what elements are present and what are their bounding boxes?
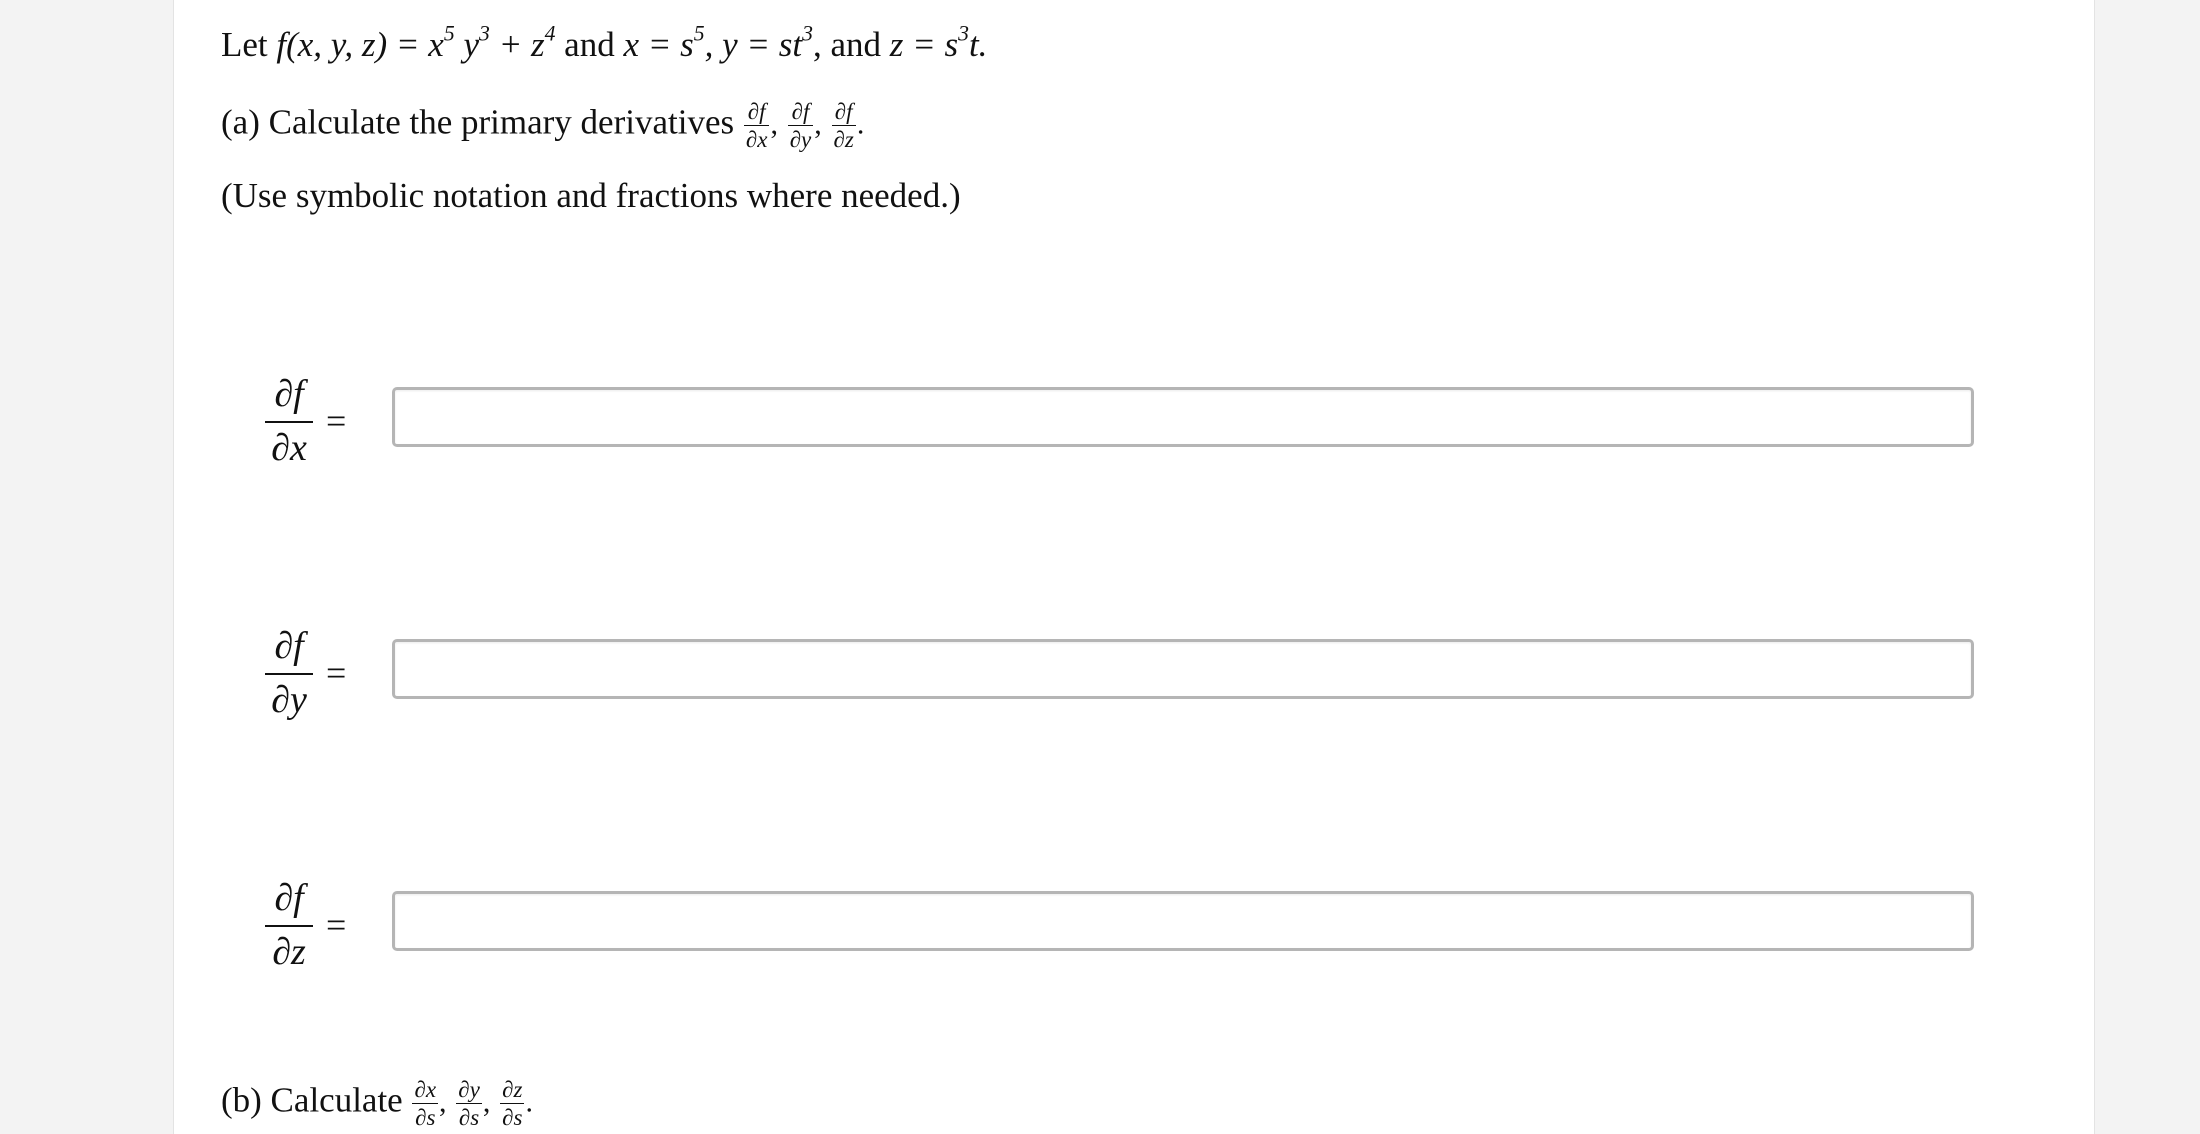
part-b-label: (b) Calculate bbox=[221, 1080, 403, 1120]
comma: , bbox=[812, 25, 822, 64]
function-def: f(x, y, z) = x bbox=[276, 25, 444, 64]
part-a-label: (a) Calculate the primary derivatives bbox=[221, 102, 735, 142]
comma: , bbox=[770, 107, 778, 141]
fraction-numerator: ∂f bbox=[265, 375, 313, 423]
exponent: 5 bbox=[443, 21, 455, 46]
exponent: 5 bbox=[693, 21, 705, 46]
instruction-note bbox=[221, 178, 961, 213]
comma: , bbox=[814, 107, 822, 141]
z-substitution: z = s bbox=[889, 25, 959, 64]
fraction-denominator: ∂y bbox=[271, 679, 307, 721]
answer-input-df-dx[interactable] bbox=[392, 387, 1974, 447]
problem-statement bbox=[221, 21, 988, 64]
fraction-denominator: ∂s bbox=[502, 1105, 523, 1130]
and-word: and bbox=[564, 25, 615, 64]
question-card bbox=[173, 0, 2095, 1134]
fraction-denominator: ∂x bbox=[271, 427, 307, 469]
equals-sign: = bbox=[326, 905, 347, 945]
exponent: 3 bbox=[802, 21, 813, 46]
exponent: 4 bbox=[544, 21, 556, 46]
fraction bbox=[832, 100, 856, 151]
fraction-numerator: ∂x bbox=[414, 1077, 437, 1102]
fraction bbox=[265, 879, 313, 971]
fraction-numerator: ∂f bbox=[832, 100, 856, 126]
fraction bbox=[412, 1078, 438, 1129]
fraction-denominator: ∂s bbox=[415, 1105, 436, 1130]
fraction bbox=[500, 1078, 524, 1129]
answer-input-df-dy[interactable] bbox=[392, 639, 1974, 699]
fraction-numerator: ∂f bbox=[788, 100, 814, 126]
fraction bbox=[788, 100, 814, 151]
z-term: + z bbox=[498, 25, 545, 64]
fraction-denominator: ∂x bbox=[745, 127, 768, 152]
fraction-denominator: ∂z bbox=[272, 931, 306, 973]
answer-input-df-dz[interactable] bbox=[392, 891, 1974, 951]
y-substitution: , y = st bbox=[704, 25, 803, 64]
note-text: (Use symbolic notation and fractions where needed.) bbox=[221, 176, 961, 215]
fraction-numerator: ∂f bbox=[744, 100, 770, 126]
and-word: and bbox=[830, 25, 881, 64]
part-a-prompt bbox=[221, 100, 864, 151]
fraction bbox=[744, 100, 770, 151]
period: . bbox=[856, 107, 865, 141]
fraction-denominator: ∂y bbox=[789, 127, 812, 152]
fraction-numerator: ∂y bbox=[458, 1077, 480, 1102]
equals-sign: = bbox=[326, 653, 347, 693]
part-b-prompt bbox=[221, 1078, 533, 1129]
let-word: Let bbox=[221, 25, 268, 64]
fraction-numerator: ∂z bbox=[502, 1077, 523, 1102]
fraction bbox=[265, 627, 313, 719]
fraction-denominator: ∂z bbox=[833, 127, 854, 152]
fraction-numerator: ∂f bbox=[265, 879, 313, 927]
y-var: y bbox=[463, 25, 479, 64]
exponent: 3 bbox=[958, 21, 969, 46]
fraction-numerator: ∂f bbox=[265, 627, 313, 675]
fraction bbox=[456, 1078, 482, 1129]
z-end: t. bbox=[968, 25, 988, 64]
period: . bbox=[525, 1085, 533, 1119]
fraction-denominator: ∂s bbox=[458, 1105, 480, 1130]
comma: , bbox=[439, 1085, 447, 1119]
x-substitution: x = s bbox=[623, 25, 694, 64]
fraction bbox=[265, 375, 313, 467]
exponent: 3 bbox=[478, 21, 490, 46]
equals-sign: = bbox=[326, 401, 347, 441]
comma: , bbox=[482, 1085, 491, 1119]
